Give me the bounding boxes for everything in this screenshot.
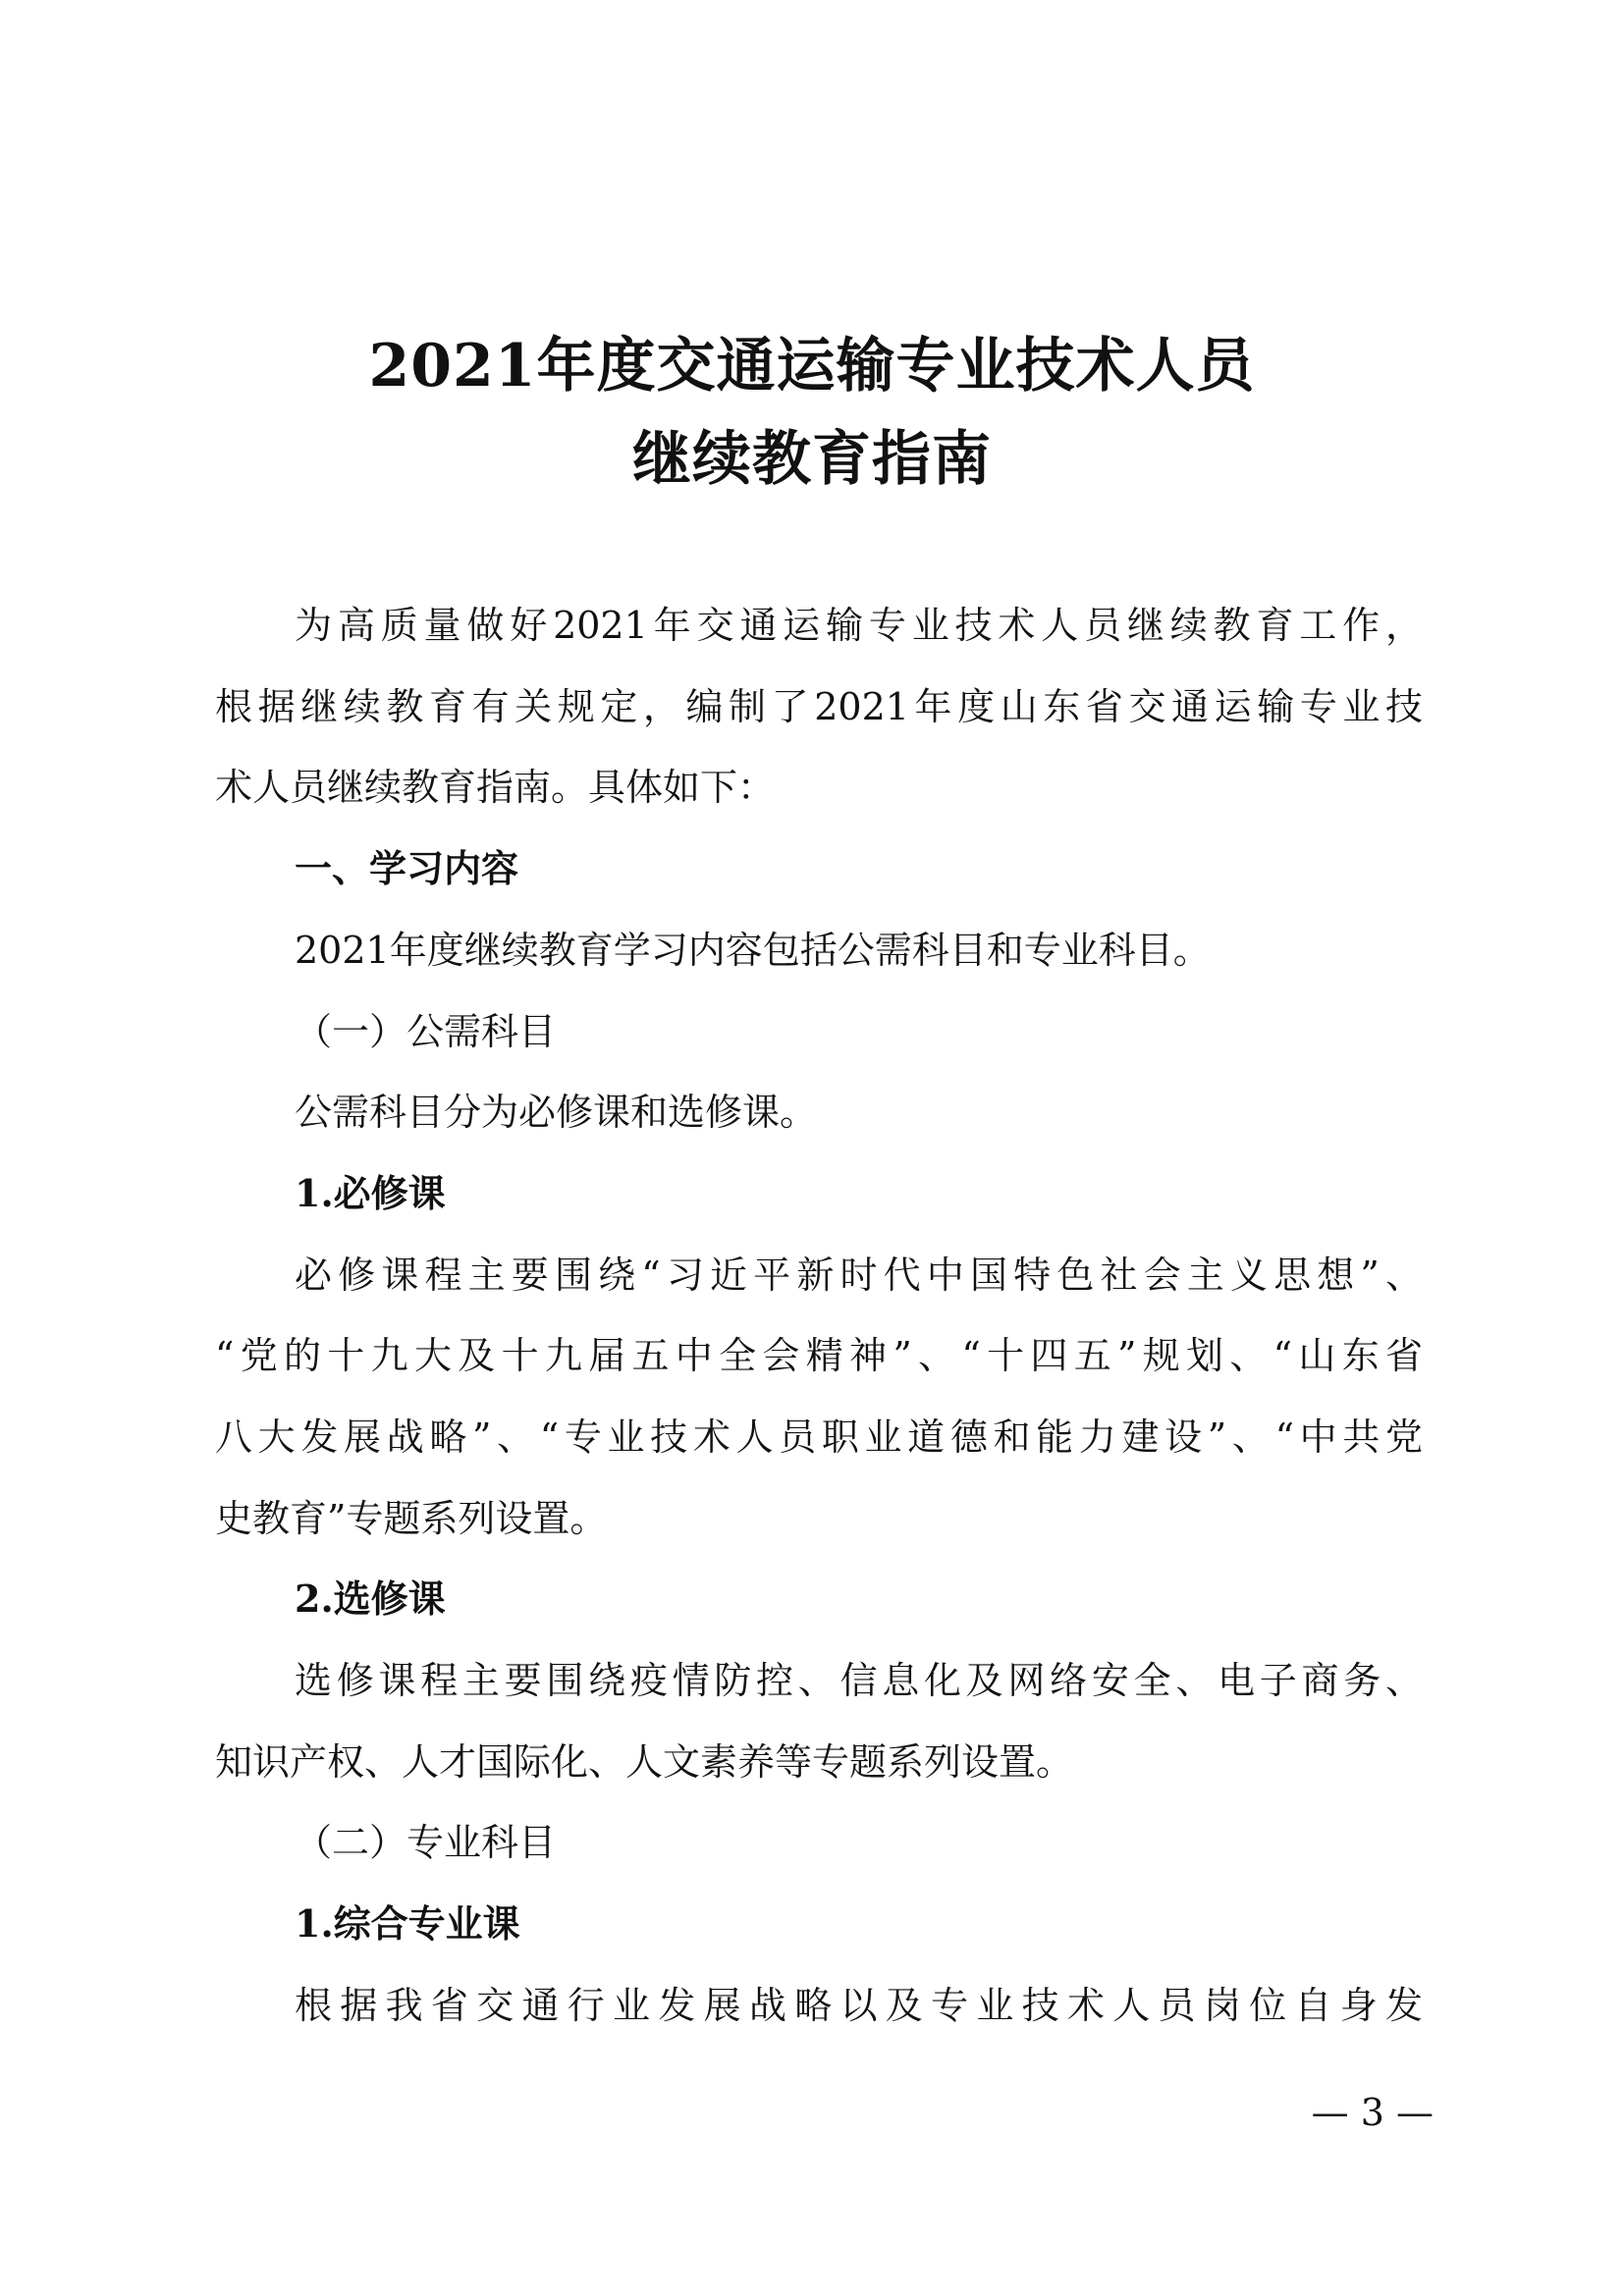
intro-paragraph-line-2: 根据继续教育有关规定，编制了2021年度山东省交通运输专业技 (215, 685, 1423, 728)
document-title-line-2: 继续教育指南 (632, 425, 992, 494)
required-courses-line-2: “党的十九大及十九届五中全会精神”、“十四五”规划、“山东省 (215, 1334, 1423, 1377)
item-heading-required-courses: 1.必修课 (295, 1171, 446, 1215)
comprehensive-courses-line-1: 根据我省交通行业发展战略以及专业技术人员岗位自身发 (295, 1984, 1423, 2027)
subsection-public-subjects-text: 公需科目分为必修课和选修课。 (295, 1091, 818, 1134)
required-courses-line-4: 史教育”专题系列设置。 (215, 1497, 608, 1540)
item-heading-elective-courses: 2.选修课 (295, 1576, 446, 1621)
document-title-line-1: 2021年度交通运输专业技术人员 (368, 332, 1256, 400)
section-learning-content-text: 2021年度继续教育学习内容包括公需科目和专业科目。 (295, 929, 1211, 972)
intro-paragraph-line-1: 为高质量做好2021年交通运输专业技术人员继续教育工作， (295, 604, 1423, 647)
item-heading-comprehensive-courses: 1.综合专业课 (295, 1901, 520, 1946)
subsection-heading-professional-subjects: （二）专业科目 (295, 1821, 557, 1864)
elective-courses-line-1: 选修课程主要围绕疫情防控、信息化及网络安全、电子商务、 (295, 1659, 1423, 1702)
section-heading-learning-content: 一、学习内容 (295, 846, 519, 890)
elective-courses-line-2: 知识产权、人才国际化、人文素养等专题系列设置。 (215, 1740, 1074, 1784)
page-number: — 3 — (1311, 2091, 1434, 2134)
subsection-heading-public-subjects: （一）公需科目 (295, 1010, 557, 1053)
intro-paragraph-line-3: 术人员继续教育指南。具体如下： (215, 766, 776, 809)
required-courses-line-1: 必修课程主要围绕“习近平新时代中国特色社会主义思想”、 (295, 1254, 1423, 1297)
required-courses-line-3: 八大发展战略”、“专业技术人员职业道德和能力建设”、“中共党 (215, 1415, 1423, 1459)
